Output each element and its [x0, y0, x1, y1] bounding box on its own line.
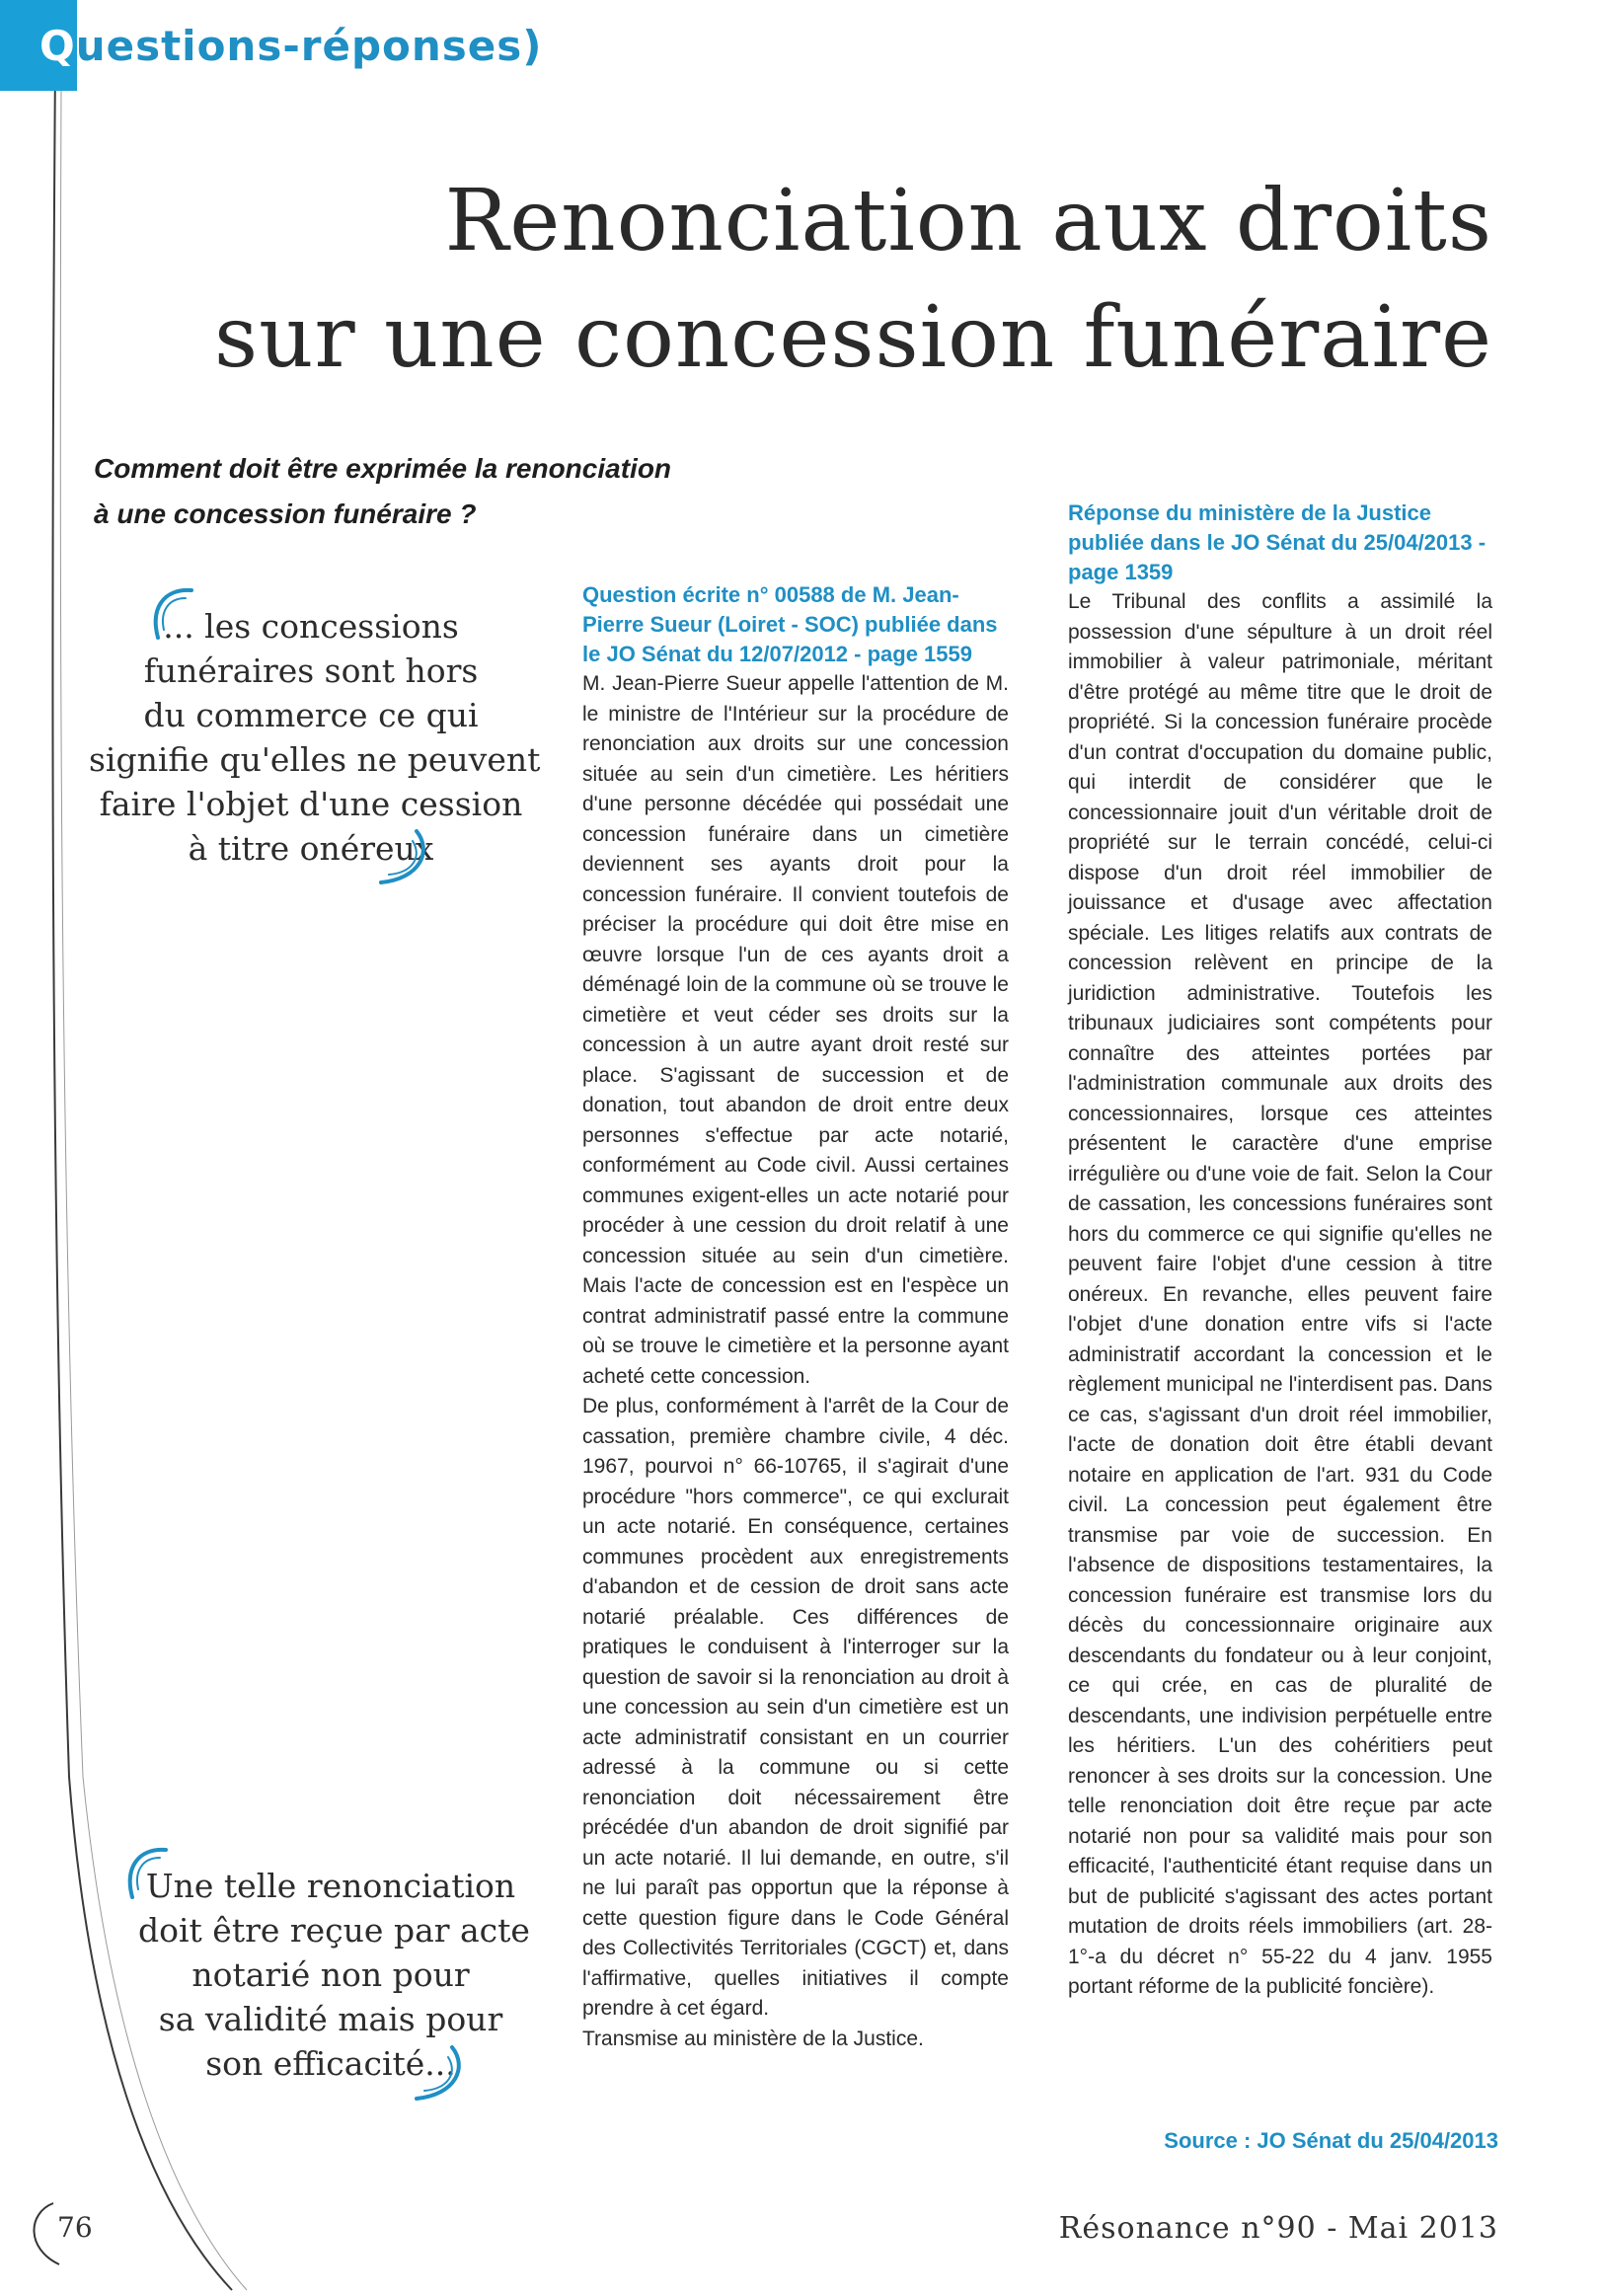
question-column: [582, 580, 1009, 2054]
answer-column-heading: Réponse du ministère de la Justice publiée dans le JO Sénat du 25/04/2013 - page 1359: [1068, 500, 1487, 584]
pull-quote-line: faire l'objet d'une cession: [99, 785, 523, 823]
pull-quote-line: son efficacité...: [205, 2044, 456, 2083]
question-heading: [94, 446, 804, 537]
question-heading-line-1: Comment doit être exprimée la renonciation: [94, 453, 672, 484]
pull-quote-line: à titre onéreux: [188, 829, 434, 868]
section-tab-initial: Q: [39, 22, 76, 70]
article-title: [209, 163, 1492, 396]
pull-quote-line: signifie qu'elles ne peuvent: [89, 740, 541, 779]
pull-quote-1: [89, 604, 541, 871]
source-line: Source : JO Sénat du 25/04/2013: [1164, 2128, 1498, 2153]
question-paragraph: De plus, conformément à l'arrêt de la Cour de cassation, première chambre civile, 4 déc. 1967, pourvoi n° 66-10765, il s'agirait d'une procédure "hors commerce", ce qui exclurait un acte notarié. En conséquence, certaines communes procèdent aux enregistrements d'abandon et de cession de droit sans acte notarié préalable. Ces différences de pratiques le conduisent à l'interroger sur la question de savoir si la renonciation au droit à une concession au sein d'un cimetière est un acte administratif consistant en un courrier adressé à la commune ou si cette renonciation doit nécessairement être précédée d'un abandon de droit signifié par un acte notarié. Il lui demande, en outre, s'il ne lui paraît pas opportun que la réponse à cette question figure dans le Code Général des Collectivités Territoriales (CGCT) et, dans l'affirmative, quelles initiatives il compte prendre à cet égard.: [582, 1395, 1009, 2020]
pull-quote-line: Une telle renonciation: [145, 1867, 516, 1905]
section-tab-label: uestions-réponses): [75, 22, 543, 70]
title-line-2: sur une concession funéraire: [213, 288, 1492, 387]
title-line-1: Renonciation aux droits: [444, 172, 1492, 270]
question-heading-line-2: à une concession funéraire ?: [94, 498, 477, 529]
pull-quote-line: funéraires sont hors: [143, 651, 479, 690]
pull-quote-line: notarié non pour: [191, 1955, 470, 1994]
answer-column: [1068, 498, 1492, 2003]
question-transmission-note: Transmise au ministère de la Justice.: [582, 2027, 924, 2050]
section-tab: [39, 22, 542, 71]
page-number: 76: [57, 2211, 93, 2244]
question-column-heading: Question écrite n° 00588 de M. Jean-Pierre Sueur (Loiret - SOC) publiée dans le JO Sénat du 12/07/2012 - page 1559: [582, 582, 998, 666]
publication-footer: Résonance n°90 - Mai 2013: [1058, 2211, 1498, 2246]
close-quote-icon: [413, 2043, 472, 2103]
pull-quote-line: doit être reçue par acte: [138, 1911, 530, 1950]
pull-quote-line: du commerce ce qui: [143, 696, 479, 734]
answer-paragraph: Le Tribunal des conflits a assimilé la possession d'une sépulture à un droit réel immobilier à valeur patrimoniale, méritant d'être protégé au même titre que le droit de propriété. Si la concession funéraire procède d'un contrat d'occupation du domaine public, qui interdit de considérer que le concessionnaire jouit d'un véritable droit de propriété sur le terrain concédé, celui-ci dispose d'un droit réel immobilier de jouissance et d'usage avec affectation spéciale. Les litiges relatifs aux contrats de concession relèvent en principe de la juridiction administrative. Toutefois les tribunaux judiciaires sont compétents pour connaître des atteintes portées par l'administration communale aux droits des concessionnaires, lorsque ces atteintes présentent le caractère d'une emprise irrégulière ou d'une voie de fait. Selon la Cour de cassation, les concessions funéraires sont hors du commerce ce qui signifie qu'elles ne peuvent faire l'objet d'une cession à titre onéreux. En revanche, elles peuvent faire l'objet d'une donation entre vifs si l'acte administratif accordant la concession et le règlement municipal ne l'interdisent pas. Dans ce cas, s'agissant d'un droit réel immobilier, l'acte de donation doit être établi devant notaire en application de l'art. 931 du Code civil. La concession peut également être transmise par voie de succession. En l'absence de dispositions testamentaires, la concession funéraire est transmise lors du décès du concessionnaire originaire aux descendants du fondateur ou à leur conjoint, ce qui crée, en cas de pluralité de descendants, une indivision perpétuelle entre les héritiers. L'un des cohéritiers peut renoncer à ses droits sur la concession. Une telle renonciation doit être reçue par acte notarié non pour sa validité mais pour son efficacité, l'authenticité étant requise dans un but de publicité s'agissant des actes portant mutation de droits réels immobiliers (art. 28-1°-a du décret n° 55-22 du 4 janv. 1955 portant réforme de la publicité foncière).: [1068, 590, 1492, 1998]
question-paragraph: M. Jean-Pierre Sueur appelle l'attention de M. le ministre de l'Intérieur sur la procédure de renonciation aux droits sur une concession située au sein d'un cimetière. Les héritiers d'une personne décédée qui possédait une concession funéraire dans un cimetière deviennent ses ayants droit pour la concession funéraire. Il convient toutefois de préciser la procédure qui doit être mise en œuvre lorsque l'un de ces ayants droit a déménagé loin de la commune où se trouve le cimetière et veut céder ses droits sur la concession à un autre ayant droit resté sur place. S'agissant de succession et de donation, tout abandon de droit entre deux personnes s'effectue par acte notarié, conformément au Code civil. Aussi certaines communes exigent-elles un acte notarié pour procéder à une cession du droit relatif à une concession située au sein d'un cimetière. Mais l'acte de concession est en l'espèce un contrat administratif passé entre la commune où se trouve le cimetière et la personne ayant acheté cette concession.: [582, 672, 1009, 1388]
pull-quote-line: sa validité mais pour: [158, 2000, 503, 2038]
pull-quote-line: ... les concessions: [163, 607, 459, 646]
close-quote-icon: [377, 827, 436, 886]
